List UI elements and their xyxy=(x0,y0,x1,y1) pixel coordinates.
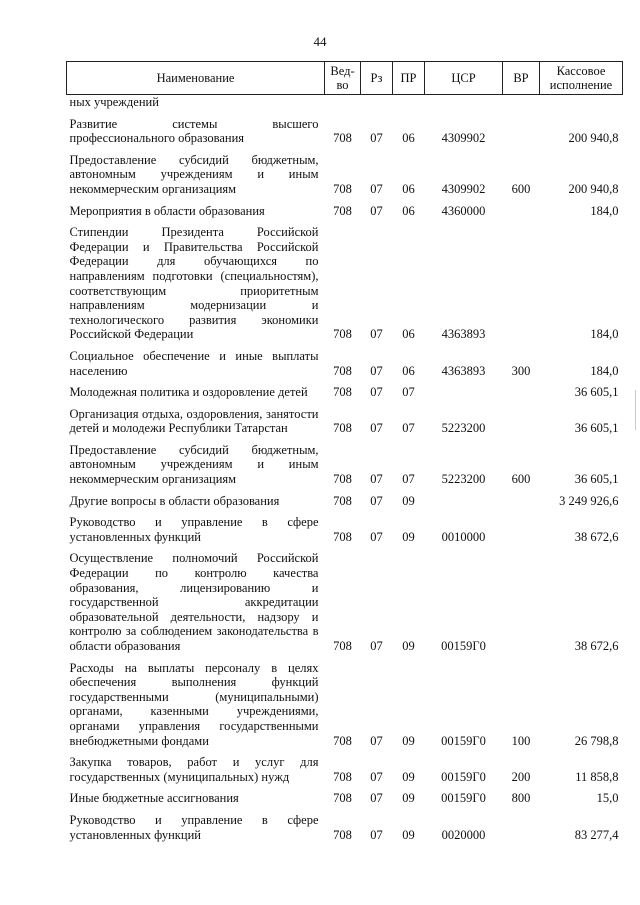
cell-pr: 06 xyxy=(402,363,415,378)
cell-pr: 06 xyxy=(402,181,415,196)
cell-amount: 200 940,8 xyxy=(568,131,619,146)
cell-pr: 07 xyxy=(402,385,415,400)
cell-ved: 708 xyxy=(333,733,352,748)
cell-name: Руководство и управление в сфере установленных функций xyxy=(69,515,319,544)
cell-vr xyxy=(503,544,540,653)
cell-csr: 00159Г0 xyxy=(441,769,486,784)
cell-ved: 708 xyxy=(333,421,352,436)
cell-amount: 38 672,6 xyxy=(574,639,619,653)
cell-rz: 07 xyxy=(370,421,383,436)
cell-name: Молодежная политика и оздоровление детей xyxy=(69,385,308,400)
cell-name: Осуществление полномочий Российской Федерации по контролю качества образования, лицензированию и государственной аккредитации образовательной деятельности, надзору и контролю за соблюдением законодательства в области образования xyxy=(69,551,319,653)
table-row xyxy=(67,806,623,842)
cell-amount: 38 672,6 xyxy=(574,529,619,544)
cell-pr xyxy=(393,95,425,110)
cell-name: Стипендии Президента Российской Федерации и Правительства Российской Федерации для обучающихся по направлениям подготовки (специальностям), соответствующим приоритетным направлениям модернизации и технологического развития экономики Российской Федерации xyxy=(69,225,319,342)
cell-ved: 708 xyxy=(333,472,352,487)
cell-rz xyxy=(361,95,393,110)
cell-csr: 00159Г0 xyxy=(441,791,486,806)
cell-amount: 26 798,8 xyxy=(574,733,619,748)
cell-pr: 06 xyxy=(402,131,415,146)
cell-ved: 708 xyxy=(333,203,352,218)
cell-csr: 0010000 xyxy=(441,529,486,544)
cell-ved: 708 xyxy=(333,791,352,806)
table-row xyxy=(67,400,623,436)
table-row xyxy=(67,110,623,146)
header-name: Наименование xyxy=(67,62,325,95)
cell-pr: 07 xyxy=(402,421,415,436)
header-csr: ЦСР xyxy=(425,62,503,95)
cell-ved: 708 xyxy=(333,181,352,196)
cell-rz: 07 xyxy=(370,827,383,842)
cell-pr: 09 xyxy=(402,493,415,508)
cell-name: Иные бюджетные ассигнования xyxy=(69,791,239,806)
cell-name: Мероприятия в области образования xyxy=(69,203,265,218)
cell-vr xyxy=(503,806,540,842)
cell-amount: 83 277,4 xyxy=(574,827,619,842)
cell-name: Развитие системы высшего профессионального образования xyxy=(69,116,319,146)
cell-amount xyxy=(540,95,623,110)
cell-pr: 06 xyxy=(402,327,415,342)
cell-amount: 184,0 xyxy=(590,203,619,218)
cell-csr xyxy=(425,487,503,509)
cell-rz: 07 xyxy=(370,733,383,748)
cell-rz: 07 xyxy=(370,791,383,806)
scan-mark xyxy=(635,390,636,430)
cell-csr: 4309902 xyxy=(441,181,486,196)
cell-pr: 07 xyxy=(402,472,415,487)
cell-vr xyxy=(503,487,540,509)
cell-ved: 708 xyxy=(333,827,352,842)
cell-amount: 15,0 xyxy=(596,791,619,806)
cell-csr: 00159Г0 xyxy=(441,639,486,653)
cell-ved: 708 xyxy=(333,639,352,653)
table-row xyxy=(67,436,623,487)
header-rz: Рз xyxy=(361,62,393,95)
header-vr: ВР xyxy=(503,62,540,95)
cell-ved: 708 xyxy=(333,327,352,342)
table-row xyxy=(67,378,623,400)
cell-vr xyxy=(503,400,540,436)
cell-vr xyxy=(503,197,540,219)
table-row xyxy=(67,342,623,378)
budget-table xyxy=(66,61,623,842)
cell-pr: 09 xyxy=(402,529,415,544)
cell-amount: 3 249 926,6 xyxy=(559,493,619,508)
cell-name: Другие вопросы в области образования xyxy=(69,493,280,508)
cell-csr: 4363893 xyxy=(441,327,486,342)
cell-csr: 4363893 xyxy=(441,363,486,378)
table-row xyxy=(67,748,623,784)
cell-pr: 09 xyxy=(402,791,415,806)
cell-vr: 600 xyxy=(511,181,531,196)
cell-csr: 00159Г0 xyxy=(441,733,486,748)
cell-amount: 184,0 xyxy=(590,363,619,378)
cell-name: Предоставление субсидий бюджетным, автономным учреждениям и иным некоммерческим организациям xyxy=(69,152,319,196)
cell-csr xyxy=(425,95,503,110)
table-row xyxy=(67,218,623,342)
header-pr: ПР xyxy=(393,62,425,95)
table-row xyxy=(67,544,623,653)
cell-name: Руководство и управление в сфере установленных функций xyxy=(69,812,319,842)
table-row xyxy=(67,508,623,544)
cell-vr xyxy=(503,95,540,110)
cell-pr: 09 xyxy=(402,639,415,653)
cell-ved: 708 xyxy=(333,493,352,508)
table-row xyxy=(67,197,623,219)
cell-vr: 300 xyxy=(511,363,531,378)
table-header-row xyxy=(67,62,623,95)
header-amount: Кассовое исполнение xyxy=(540,62,623,95)
cell-vr xyxy=(503,508,540,544)
cell-vr xyxy=(503,110,540,146)
cell-vr xyxy=(503,218,540,342)
cell-name: Организация отдыха, оздоровления, занятости детей и молодежи Республики Татарстан xyxy=(69,406,319,436)
cell-name: Предоставление субсидий бюджетным, автономным учреждениям и иным некоммерческим организациям xyxy=(69,442,319,487)
cell-vr: 100 xyxy=(511,733,531,748)
table-row xyxy=(67,654,623,749)
cell-rz: 07 xyxy=(370,639,383,653)
cell-csr: 4309902 xyxy=(441,131,486,146)
cell-rz: 07 xyxy=(370,203,383,218)
cell-amount: 184,0 xyxy=(590,327,619,342)
cell-name: ных учреждений xyxy=(69,95,159,109)
cell-amount: 36 605,1 xyxy=(574,472,619,487)
cell-amount: 36 605,1 xyxy=(574,421,619,436)
cell-rz: 07 xyxy=(370,131,383,146)
cell-csr xyxy=(425,378,503,400)
cell-pr: 09 xyxy=(402,827,415,842)
cell-ved: 708 xyxy=(333,769,352,784)
cell-rz: 07 xyxy=(370,181,383,196)
cell-rz: 07 xyxy=(370,769,383,784)
cell-vr xyxy=(503,378,540,400)
cell-name: Социальное обеспечение и иные выплаты населению xyxy=(69,348,319,378)
cell-amount: 36 605,1 xyxy=(574,385,619,400)
cell-pr: 09 xyxy=(402,769,415,784)
cell-csr: 5223200 xyxy=(441,472,486,487)
cell-pr: 09 xyxy=(402,733,415,748)
cell-amount: 11 858,8 xyxy=(575,769,619,784)
cell-rz: 07 xyxy=(370,529,383,544)
cell-ved: 708 xyxy=(333,363,352,378)
cell-ved: 708 xyxy=(333,529,352,544)
cell-vr: 200 xyxy=(511,769,531,784)
cell-ved: 708 xyxy=(333,131,352,146)
cell-name: Расходы на выплаты персоналу в целях обеспечения выполнения функций государственными (муниципальными) органами, казенными учреждениями, органами управления государственными внебюджетными фондами xyxy=(69,660,319,748)
cell-pr: 06 xyxy=(402,203,415,218)
cell-rz: 07 xyxy=(370,385,383,400)
cell-rz: 07 xyxy=(370,327,383,342)
cell-vr: 600 xyxy=(511,472,531,487)
cell-name: Закупка товаров, работ и услуг для государственных (муниципальных) нужд xyxy=(69,755,319,784)
cell-csr: 4360000 xyxy=(441,203,486,218)
table-row xyxy=(67,784,623,806)
cell-rz: 07 xyxy=(370,472,383,487)
cell-csr: 5223200 xyxy=(441,421,486,436)
cell-csr: 0020000 xyxy=(441,827,486,842)
page-number: 44 xyxy=(313,34,327,49)
cell-ved: 708 xyxy=(333,385,352,400)
table-row xyxy=(67,487,623,509)
header-ved: Вед-во xyxy=(325,62,361,95)
cell-rz: 07 xyxy=(370,493,383,508)
cell-ved xyxy=(325,95,361,110)
table-row xyxy=(67,95,623,110)
cell-rz: 07 xyxy=(370,363,383,378)
table-row xyxy=(67,146,623,197)
cell-vr: 800 xyxy=(511,791,531,806)
cell-amount: 200 940,8 xyxy=(568,181,619,196)
